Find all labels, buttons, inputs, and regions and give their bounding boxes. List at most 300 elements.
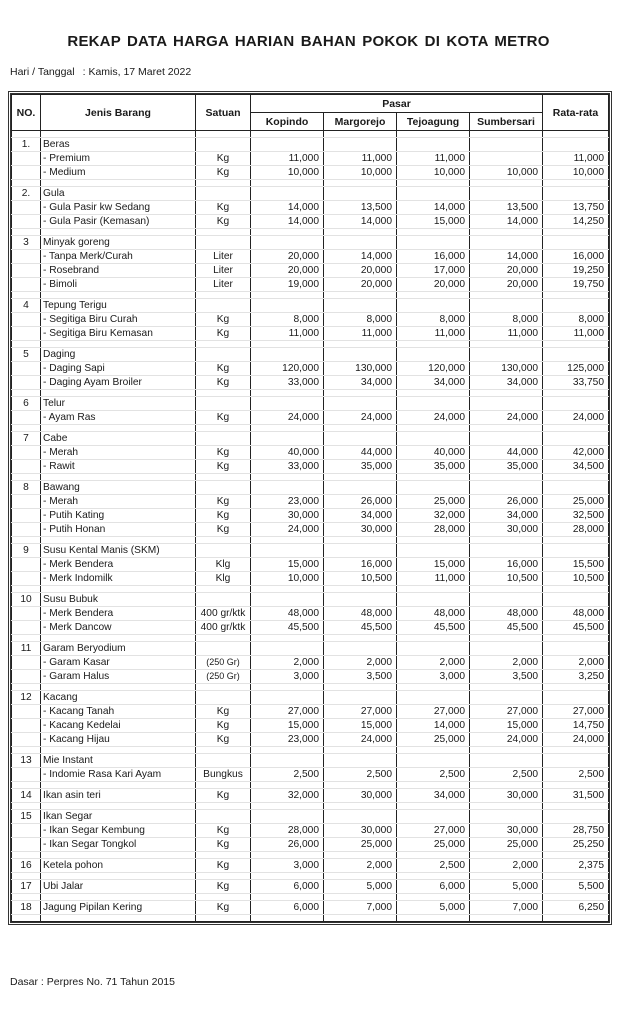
price-cell [324,187,397,201]
spacer-cell [397,425,470,432]
price-cell: 48,000 [324,607,397,621]
row-number-empty [12,460,41,474]
price-cell: 20,000 [324,264,397,278]
average-cell: 11,000 [543,152,609,166]
spacer-cell [12,894,41,901]
price-cell [470,397,543,411]
price-cell: 25,000 [324,838,397,852]
item-name: - Bimoli [41,278,196,292]
price-cell: 26,000 [470,495,543,509]
price-cell: 120,000 [251,362,324,376]
item-row [12,278,609,292]
spacer-row [12,747,609,754]
price-cell [251,397,324,411]
group-row [12,397,609,411]
price-cell: 34,000 [324,509,397,523]
spacer-cell [251,635,324,642]
row-number-empty [12,733,41,747]
row-number: 18 [12,901,41,915]
unit-cell: Kg [196,327,251,341]
unit-cell: Kg [196,719,251,733]
item-row [12,152,609,166]
row-number-empty [12,621,41,635]
spacer-cell [397,894,470,901]
average-cell [543,397,609,411]
group-row [12,348,609,362]
spacer-row [12,852,609,859]
price-cell: 6,000 [251,901,324,915]
price-cell: 5,000 [470,880,543,894]
price-cell: 27,000 [324,705,397,719]
item-row [12,166,609,180]
price-cell [324,481,397,495]
spacer-cell [196,803,251,810]
unit-cell [196,754,251,768]
spacer-cell [397,390,470,397]
row-number-empty [12,572,41,586]
row-number-empty [12,824,41,838]
item-row [12,558,609,572]
price-cell: 14,000 [324,250,397,264]
unit-cell [196,481,251,495]
price-cell: 34,000 [397,376,470,390]
price-cell [397,691,470,705]
row-number-empty [12,446,41,460]
spacer-cell [251,873,324,880]
unit-cell: Kg [196,215,251,229]
unit-cell: Kg [196,411,251,425]
spacer-cell [251,292,324,299]
price-cell: 28,000 [251,824,324,838]
spacer-cell [470,180,543,187]
spacer-row [12,873,609,880]
price-cell: 3,500 [470,670,543,684]
spacer-cell [12,341,41,348]
price-cell: 20,000 [470,278,543,292]
price-cell [324,544,397,558]
price-cell [251,810,324,824]
spacer-cell [251,390,324,397]
spacer-cell [470,131,543,138]
price-cell [470,432,543,446]
spacer-cell [251,747,324,754]
item-row [12,621,609,635]
spacer-row [12,635,609,642]
group-name: Bawang [41,481,196,495]
unit-cell [196,348,251,362]
price-cell: 10,000 [251,572,324,586]
average-cell: 19,250 [543,264,609,278]
price-cell: 33,000 [251,376,324,390]
price-cell: 45,500 [324,621,397,635]
item-row [12,460,609,474]
price-cell: 8,000 [470,313,543,327]
price-cell [324,236,397,250]
item-row [12,768,609,782]
unit-cell: Kg [196,901,251,915]
average-cell [543,432,609,446]
unit-cell: Kg [196,523,251,537]
price-cell: 10,500 [470,572,543,586]
average-cell [543,691,609,705]
average-cell [543,187,609,201]
average-cell: 14,750 [543,719,609,733]
spacer-cell [251,474,324,481]
item-name: - Segitiga Biru Curah [41,313,196,327]
spacer-cell [543,390,609,397]
row-number: 2. [12,187,41,201]
unit-cell: Liter [196,264,251,278]
spacer-cell [41,586,196,593]
item-row [12,523,609,537]
spacer-row [12,894,609,901]
spacer-cell [324,425,397,432]
row-number-empty [12,523,41,537]
unit-cell [196,432,251,446]
price-cell [470,138,543,152]
spacer-cell [543,341,609,348]
header-no: NO. [12,95,41,131]
unit-cell: (250 Gr) [196,656,251,670]
spacer-cell [543,425,609,432]
spacer-cell [324,180,397,187]
spacer-cell [41,537,196,544]
spacer-cell [470,803,543,810]
price-cell: 2,500 [251,768,324,782]
spacer-cell [324,390,397,397]
spacer-cell [324,229,397,236]
item-name: - Kacang Tanah [41,705,196,719]
price-cell: 11,000 [324,327,397,341]
unit-cell: Kg [196,789,251,803]
average-cell: 5,500 [543,880,609,894]
price-cell: 34,000 [470,376,543,390]
price-cell: 3,500 [324,670,397,684]
spacer-cell [196,915,251,922]
group-row [12,810,609,824]
item-row [12,376,609,390]
average-cell: 27,000 [543,705,609,719]
price-cell: 2,500 [324,768,397,782]
spacer-cell [12,782,41,789]
spacer-cell [397,873,470,880]
price-cell: 48,000 [470,607,543,621]
price-cell [251,187,324,201]
row-number: 7 [12,432,41,446]
price-cell: 28,000 [397,523,470,537]
unit-cell [196,810,251,824]
spacer-cell [41,390,196,397]
unit-cell: Bungkus [196,768,251,782]
price-cell: 32,000 [251,789,324,803]
header-average: Rata-rata [543,95,609,131]
price-cell: 11,000 [397,572,470,586]
price-cell: 2,500 [397,768,470,782]
group-name: Jagung Pipilan Kering [41,901,196,915]
spacer-cell [196,474,251,481]
row-number-empty [12,838,41,852]
group-name: Cabe [41,432,196,446]
price-cell: 13,500 [470,201,543,215]
price-cell: 26,000 [324,495,397,509]
price-cell: 15,000 [251,719,324,733]
spacer-cell [251,803,324,810]
price-cell [397,544,470,558]
price-cell: 11,000 [251,327,324,341]
spacer-cell [324,852,397,859]
price-cell [251,138,324,152]
spacer-cell [470,292,543,299]
price-cell: 15,000 [397,215,470,229]
header-name: Jenis Barang [41,95,196,131]
average-cell: 11,000 [543,327,609,341]
price-cell: 6,000 [397,880,470,894]
group-row [12,789,609,803]
price-cell [470,544,543,558]
unit-cell: Kg [196,376,251,390]
spacer-cell [196,131,251,138]
item-name: - Merah [41,446,196,460]
header-market-tejoagung: Tejoagung [397,113,470,131]
row-number-empty [12,362,41,376]
group-name: Ubi Jalar [41,880,196,894]
price-cell [470,754,543,768]
spacer-cell [470,852,543,859]
item-name: - Medium [41,166,196,180]
spacer-row [12,131,609,138]
item-row [12,656,609,670]
document-title: REKAP DATA HARGA HARIAN BAHAN POKOK DI KOTA METRO [67,33,550,50]
footer-note: Dasar : Perpres No. 71 Tahun 2015 [10,976,175,988]
spacer-cell [196,341,251,348]
unit-cell [196,642,251,656]
row-number: 12 [12,691,41,705]
spacer-cell [543,894,609,901]
price-cell: 30,000 [470,789,543,803]
item-row [12,215,609,229]
group-name: Beras [41,138,196,152]
item-row [12,572,609,586]
spacer-cell [41,873,196,880]
price-cell: 14,000 [251,201,324,215]
price-cell [251,544,324,558]
average-cell: 8,000 [543,313,609,327]
spacer-cell [41,747,196,754]
spacer-cell [543,684,609,691]
item-name: - Putih Kating [41,509,196,523]
price-cell [324,299,397,313]
row-number-empty [12,376,41,390]
spacer-cell [12,873,41,880]
spacer-cell [12,292,41,299]
price-cell: 15,000 [251,558,324,572]
spacer-cell [397,684,470,691]
spacer-cell [397,292,470,299]
unit-cell: Liter [196,250,251,264]
item-row [12,495,609,509]
group-name: Ikan Segar [41,810,196,824]
group-row [12,138,609,152]
price-cell: 20,000 [470,264,543,278]
spacer-row [12,803,609,810]
spacer-row [12,782,609,789]
spacer-cell [543,873,609,880]
price-cell [470,593,543,607]
unit-cell: Kg [196,201,251,215]
spacer-cell [41,341,196,348]
item-name: - Daging Ayam Broiler [41,376,196,390]
price-cell: 34,000 [324,376,397,390]
spacer-cell [41,425,196,432]
spacer-row [12,586,609,593]
group-row [12,299,609,313]
row-number: 11 [12,642,41,656]
price-cell [470,810,543,824]
price-cell: 2,000 [324,859,397,873]
spacer-row [12,425,609,432]
price-cell [470,187,543,201]
row-number: 15 [12,810,41,824]
spacer-cell [251,180,324,187]
price-cell: 8,000 [251,313,324,327]
row-number-empty [12,327,41,341]
spacer-cell [543,782,609,789]
price-cell [324,593,397,607]
item-name: - Merah [41,495,196,509]
price-cell: 44,000 [324,446,397,460]
unit-cell: Kg [196,446,251,460]
spacer-cell [324,873,397,880]
row-number-empty [12,670,41,684]
price-cell: 3,000 [251,859,324,873]
date-label: Hari / Tanggal [10,66,75,78]
spacer-cell [397,803,470,810]
price-cell: 10,000 [251,166,324,180]
spacer-cell [397,341,470,348]
price-cell: 23,000 [251,495,324,509]
item-name: - Kacang Hijau [41,733,196,747]
price-cell: 24,000 [324,411,397,425]
price-cell: 19,000 [251,278,324,292]
price-cell: 27,000 [397,824,470,838]
row-number: 13 [12,754,41,768]
item-row [12,446,609,460]
spacer-cell [470,894,543,901]
spacer-cell [12,684,41,691]
row-number-empty [12,201,41,215]
item-name: - Garam Kasar [41,656,196,670]
item-row [12,313,609,327]
spacer-cell [41,915,196,922]
price-cell [324,348,397,362]
average-cell: 2,000 [543,656,609,670]
row-number-empty [12,719,41,733]
group-name: Mie Instant [41,754,196,768]
price-cell: 20,000 [397,278,470,292]
price-cell: 34,000 [397,789,470,803]
price-cell: 30,000 [251,509,324,523]
average-cell [543,481,609,495]
spacer-cell [12,915,41,922]
group-row [12,880,609,894]
price-cell [397,236,470,250]
average-cell: 19,750 [543,278,609,292]
spacer-cell [397,180,470,187]
price-cell: 7,000 [324,901,397,915]
price-cell: 45,500 [470,621,543,635]
spacer-cell [397,131,470,138]
price-cell [397,642,470,656]
item-name: - Merk Dancow [41,621,196,635]
price-cell: 25,000 [470,838,543,852]
unit-cell: Kg [196,152,251,166]
price-cell: 27,000 [251,705,324,719]
group-row [12,432,609,446]
unit-cell: Klg [196,572,251,586]
price-cell [324,754,397,768]
average-cell [543,348,609,362]
spacer-cell [196,782,251,789]
item-row [12,411,609,425]
price-cell [470,481,543,495]
row-number: 1. [12,138,41,152]
group-row [12,544,609,558]
average-cell: 125,000 [543,362,609,376]
spacer-cell [196,852,251,859]
average-cell: 6,250 [543,901,609,915]
price-cell: 20,000 [251,264,324,278]
price-cell: 48,000 [397,607,470,621]
group-name: Gula [41,187,196,201]
spacer-cell [543,537,609,544]
spacer-cell [324,586,397,593]
spacer-cell [324,782,397,789]
price-cell: 34,000 [470,509,543,523]
row-number-empty [12,250,41,264]
spacer-cell [12,180,41,187]
item-name: - Ayam Ras [41,411,196,425]
spacer-cell [397,586,470,593]
price-cell: 27,000 [470,705,543,719]
unit-cell [196,593,251,607]
spacer-cell [324,635,397,642]
price-cell [397,138,470,152]
group-row [12,187,609,201]
spacer-cell [12,852,41,859]
price-cell [397,754,470,768]
row-number: 16 [12,859,41,873]
price-cell: 10,000 [470,166,543,180]
spacer-cell [196,873,251,880]
spacer-cell [543,915,609,922]
price-cell [397,348,470,362]
group-name: Daging [41,348,196,362]
price-cell: 17,000 [397,264,470,278]
price-cell: 33,000 [251,460,324,474]
spacer-cell [324,894,397,901]
price-cell: 30,000 [324,789,397,803]
spacer-cell [196,747,251,754]
spacer-cell [41,292,196,299]
spacer-cell [543,747,609,754]
item-row [12,362,609,376]
group-row [12,901,609,915]
spacer-cell [196,180,251,187]
row-number-empty [12,607,41,621]
row-number-empty [12,656,41,670]
spacer-cell [543,229,609,236]
average-cell: 28,750 [543,824,609,838]
